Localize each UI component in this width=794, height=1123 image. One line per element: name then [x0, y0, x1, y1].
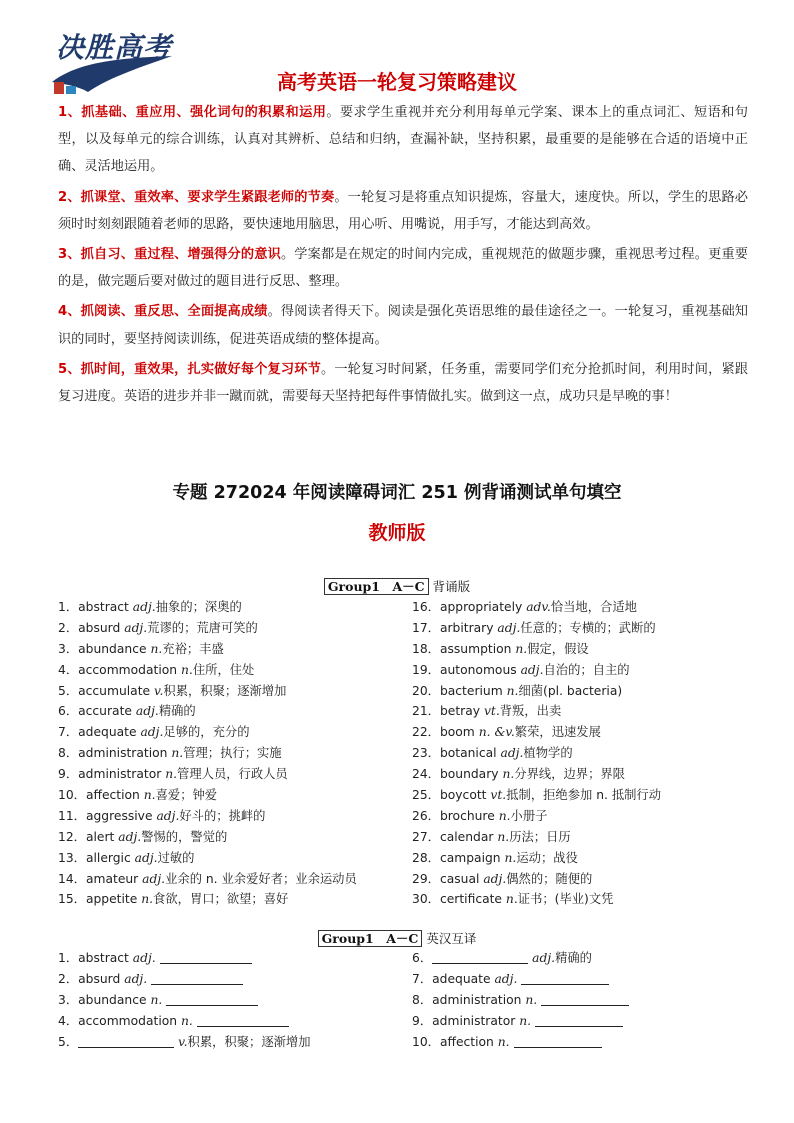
- vocab-meaning: 运动；战役: [516, 850, 578, 865]
- part-of-speech: n.: [498, 808, 511, 823]
- item-number: 4．: [58, 662, 79, 677]
- item-number: 9．: [58, 767, 79, 782]
- group1-translate-header: [0, 929, 794, 947]
- tip-body: 。学案都是在规定的时间内完成，重视规范的做题步骤，重视思考过程。更重要的是，做完题后要对做过的题目进行反思、整理。: [58, 247, 748, 290]
- test-word: accommodation: [78, 1014, 181, 1028]
- translate-list-right: [412, 948, 752, 1053]
- vocab-item: [58, 618, 398, 639]
- vocab-word: arbitrary: [439, 620, 498, 635]
- item-number: 10．: [412, 1035, 440, 1049]
- vocab-item: [412, 827, 752, 848]
- item-number: 30．: [412, 892, 440, 907]
- part-of-speech: adj.: [500, 746, 524, 761]
- vocab-word: betray: [439, 704, 484, 719]
- item-number: 23．: [412, 746, 440, 761]
- vocab-item: [412, 785, 752, 806]
- vocab-meaning: 好斗的；挑衅的: [179, 808, 266, 823]
- vocab-meaning: 偶然的；随便的: [506, 871, 593, 886]
- test-word: abstract: [78, 951, 133, 965]
- item-number: 10．: [58, 788, 86, 803]
- part-of-speech: n. &v.: [478, 725, 515, 740]
- tip-body: 。要求学生重视并充分利用每单元学案、课本上的重点词汇、短语和句型，以及每单元的综合训练，认真对其辨析、总结和归纳，查漏补缺，坚持积累，最重要的是能够在合适的语境中正确、灵活地运用。: [58, 105, 748, 175]
- test-word: affection: [439, 1035, 498, 1049]
- item-number: 15．: [58, 892, 86, 907]
- part-of-speech: adj.: [135, 704, 159, 719]
- part-of-speech: vt.: [483, 704, 500, 719]
- test-item: [58, 948, 398, 969]
- part-of-speech: adj.: [134, 850, 158, 865]
- vocab-meaning: 管理人员，行政人员: [177, 767, 288, 782]
- item-number: 24．: [412, 767, 440, 782]
- test-item: [412, 1032, 752, 1053]
- vocab-word: accurate: [78, 704, 136, 719]
- item-number: 21．: [412, 704, 440, 719]
- item-number: 6．: [412, 951, 433, 965]
- vocab-word: appropriately: [439, 600, 527, 614]
- tip-3: [58, 241, 748, 295]
- part-of-speech: n.: [515, 641, 528, 656]
- item-number: 2．: [58, 620, 79, 635]
- part-of-speech: adj.: [520, 662, 544, 677]
- vocab-item: [412, 618, 752, 639]
- vocab-item: [412, 681, 752, 702]
- group1-recite-header: [0, 577, 794, 595]
- vocab-item: [412, 848, 752, 869]
- answer-blank[interactable]: [432, 949, 528, 964]
- vocab-word: administrator: [78, 767, 166, 782]
- test-item: [58, 1032, 398, 1053]
- item-number: 28．: [412, 850, 440, 865]
- item-number: 18．: [412, 641, 440, 656]
- vocab-meaning: 繁荣，迅速发展: [514, 725, 601, 740]
- vocab-word: adequate: [78, 725, 141, 740]
- vocab-meaning: 假定，假设: [527, 641, 589, 656]
- tip-body: 。得阅读者得天下。阅读是强化英语思维的最佳途径之一。一轮复习，重视基础知识的同时，要坚持阅读训练，促进英语成绩的整体提高。: [58, 304, 748, 347]
- vocab-word: accommodation: [78, 662, 181, 677]
- vocab-word: amateur: [85, 871, 143, 886]
- tip-highlight: 3、抓自习、重过程、增强得分的意识: [58, 247, 281, 263]
- test-item: [412, 1011, 752, 1032]
- vocab-item: [58, 639, 398, 660]
- vocab-word: abstract: [78, 600, 133, 614]
- vocab-word: boom: [439, 725, 479, 740]
- part-of-speech: n.: [502, 767, 515, 782]
- answer-blank[interactable]: [514, 1033, 602, 1048]
- item-number: 1．: [58, 951, 79, 965]
- item-number: 26．: [412, 808, 440, 823]
- test-meaning: 精确的: [555, 951, 592, 965]
- vocab-meaning: 分界线，边界；界限: [514, 767, 625, 782]
- vocab-meaning: 食欲，胃口；欲望；喜好: [153, 892, 289, 907]
- vocab-item: [412, 806, 752, 827]
- item-number: 20．: [412, 683, 440, 698]
- vocab-item: [58, 827, 398, 848]
- vocab-word: bacterium: [439, 683, 507, 698]
- vocab-word: appetite: [85, 892, 142, 907]
- vocab-word: brochure: [439, 808, 499, 823]
- vocab-item: [412, 701, 752, 722]
- vocab-item: [58, 764, 398, 785]
- test-item: [412, 948, 752, 969]
- part-of-speech: vt.: [490, 788, 507, 803]
- vocab-word: calendar: [439, 829, 498, 844]
- vocab-word: alert: [85, 829, 119, 844]
- tip-4: [58, 298, 748, 352]
- part-of-speech: v.: [178, 1035, 188, 1049]
- vocab-item: [412, 660, 752, 681]
- tip-highlight: 1、抓基础、重应用、强化词句的积累和运用: [58, 105, 327, 120]
- answer-blank[interactable]: [78, 1033, 174, 1048]
- test-word: adequate: [432, 972, 495, 986]
- part-of-speech: n.: [171, 746, 184, 761]
- tip-2: [58, 184, 748, 238]
- part-of-speech: n.: [150, 993, 163, 1007]
- part-of-speech: n.: [519, 1014, 532, 1028]
- item-number: 6．: [58, 704, 79, 719]
- part-of-speech: v.: [154, 683, 164, 698]
- vocab-meaning: 历法；日历: [509, 829, 571, 844]
- tip-highlight: 4、抓阅读、重反思、全面提高成绩: [58, 304, 268, 320]
- item-number: 13．: [58, 850, 86, 865]
- part-of-speech: adj.: [132, 600, 156, 614]
- item-number: 12．: [58, 829, 86, 844]
- part-of-speech: adj.: [118, 829, 142, 844]
- part-of-speech: adj.: [140, 725, 164, 740]
- item-number: 16．: [412, 600, 440, 614]
- vocab-meaning: 背叛，出卖: [499, 704, 562, 719]
- vocab-word: casual: [439, 871, 484, 886]
- vocab-word: administration: [78, 746, 172, 761]
- vocab-word: allergic: [85, 850, 135, 865]
- vocab-word: assumption: [439, 641, 516, 656]
- group-label: 背诵版: [432, 579, 471, 594]
- vocab-word: aggressive: [85, 808, 157, 823]
- item-number: 7．: [58, 725, 79, 740]
- vocab-word: botanical: [439, 746, 501, 761]
- vocab-item: [58, 785, 398, 806]
- vocab-item: [58, 660, 398, 681]
- vocab-word: accumulate: [78, 683, 154, 698]
- vocab-meaning: 警惕的，警觉的: [141, 829, 228, 844]
- answer-blank[interactable]: [535, 1012, 623, 1027]
- vocab-meaning: 细菌(pl. bacteria): [518, 683, 623, 698]
- vocab-word: campaign: [439, 850, 505, 865]
- vocab-meaning: 抽象的；深奥的: [155, 600, 242, 614]
- vocab-meaning: 过敏的: [157, 850, 195, 865]
- vocab-meaning: 住所，住处: [192, 662, 255, 677]
- test-word: absurd: [78, 972, 125, 986]
- vocab-item: [412, 722, 752, 743]
- part-of-speech: adj.: [124, 972, 148, 986]
- part-of-speech: adj.: [142, 871, 166, 886]
- answer-blank[interactable]: [151, 970, 243, 985]
- vocab-meaning: 喜爱；钟爱: [155, 788, 218, 803]
- vocab-item: [412, 597, 752, 618]
- vocab-meaning: 抵制，拒绝参加 n. 抵制行动: [506, 788, 662, 803]
- vocab-item: [412, 889, 752, 910]
- vocab-item: [58, 597, 398, 618]
- part-of-speech: n.: [141, 892, 154, 907]
- vocab-meaning: 管理；执行；实施: [183, 746, 282, 761]
- part-of-speech: n.: [181, 1014, 193, 1028]
- tip-1: [58, 99, 748, 181]
- vocab-item: [412, 869, 752, 890]
- group-tag: Group1 A－C: [324, 578, 429, 595]
- vocab-meaning: 自治的；自主的: [543, 662, 630, 677]
- item-number: 11．: [58, 808, 86, 823]
- test-item: [412, 969, 752, 990]
- item-number: 8．: [58, 746, 79, 761]
- part-of-speech: n.: [497, 1035, 510, 1049]
- vocab-word: boycott: [439, 788, 491, 803]
- recite-list-right: [412, 597, 752, 910]
- item-number: 5．: [58, 1035, 79, 1049]
- vocab-meaning: 恰当地，合适地: [550, 600, 637, 614]
- part-of-speech: n.: [143, 788, 156, 803]
- part-of-speech: adj.: [483, 871, 507, 886]
- vocab-item: [58, 848, 398, 869]
- test-word: abundance: [78, 993, 151, 1007]
- vocab-word: autonomous: [439, 662, 521, 677]
- item-number: 1．: [58, 600, 79, 614]
- vocab-meaning: 荒谬的；荒唐可笑的: [147, 620, 258, 635]
- item-number: 27．: [412, 829, 440, 844]
- item-number: 3．: [58, 993, 79, 1007]
- vocab-meaning: 证书；(毕业)文凭: [517, 892, 614, 907]
- part-of-speech: adj.: [132, 951, 156, 965]
- answer-blank[interactable]: [160, 949, 252, 964]
- item-number: 19．: [412, 662, 440, 677]
- test-word: administrator: [432, 1014, 520, 1028]
- answer-blank[interactable]: [166, 991, 258, 1006]
- vocab-item: [58, 806, 398, 827]
- test-item: [58, 969, 398, 990]
- tip-highlight: 2、抓课堂、重效率、要求学生紧跟老师的节奏: [58, 189, 335, 205]
- item-number: 2．: [58, 972, 79, 986]
- page-title: 高考英语一轮复习策略建议: [277, 70, 517, 94]
- item-number: 29．: [412, 871, 440, 886]
- test-word: administration: [432, 993, 526, 1007]
- vocab-item: [58, 743, 398, 764]
- item-number: 17．: [412, 620, 440, 635]
- group-tag: Group1 A－C: [318, 930, 423, 947]
- vocab-meaning: 积累，积聚；逐渐增加: [163, 683, 287, 698]
- part-of-speech: adj.: [156, 808, 180, 823]
- vocab-meaning: 充裕；丰盛: [162, 641, 224, 656]
- part-of-speech: adj.: [494, 972, 518, 986]
- tip-body: 。一轮复习时间紧，任务重，需要同学们充分抢抓时间，利用时间，紧跟复习进度。英语的进步并非一蹴而就，需要每天坚持把每件事情做扎实。做到这一点，成功只是早晚的事！: [58, 361, 748, 405]
- item-number: 9．: [412, 1014, 433, 1028]
- tip-highlight: 5、抓时间，重效果，扎实做好每个复习环节: [58, 361, 321, 377]
- answer-blank[interactable]: [521, 970, 609, 985]
- group-label: 英汉互译: [426, 931, 477, 946]
- tip-body: 。一轮复习是将重点知识提炼，容量大，速度快。所以，学生的思路必须时时刻刻跟随着老师的思路，要快速地用脑思，用心听、用嘴说，用手写，才能达到高效。: [58, 189, 748, 232]
- vocab-meaning: 任意的；专横的；武断的: [520, 620, 656, 635]
- vocab-meaning: 业余的 n. 业余爱好者；业余运动员: [165, 871, 357, 886]
- test-item: [412, 990, 752, 1011]
- part-of-speech: n.: [150, 641, 163, 656]
- part-of-speech: n.: [525, 993, 538, 1007]
- vocab-meaning: 小册子: [510, 808, 548, 823]
- test-item: [58, 990, 398, 1011]
- vocab-word: certificate: [439, 892, 506, 907]
- vocab-item: [58, 701, 398, 722]
- part-of-speech: n.: [181, 662, 193, 677]
- subject-title: 专题 272024 年阅读障碍词汇 251 例背诵测试单句填空: [172, 483, 622, 503]
- vocab-meaning: 足够的，充分的: [163, 725, 250, 740]
- part-of-speech: adj.: [124, 620, 148, 635]
- test-item: [58, 1011, 398, 1032]
- part-of-speech: n.: [506, 683, 519, 698]
- recite-list-left: [58, 597, 398, 910]
- test-meaning: 积累，积聚；逐渐增加: [187, 1035, 311, 1049]
- item-number: 25．: [412, 788, 440, 803]
- part-of-speech: adv.: [526, 600, 551, 614]
- vocab-word: abundance: [78, 641, 151, 656]
- part-of-speech: n.: [505, 892, 518, 907]
- vocab-item: [412, 764, 752, 785]
- item-number: 14．: [58, 871, 86, 886]
- vocab-meaning: 精确的: [158, 704, 196, 719]
- vocab-item: [412, 639, 752, 660]
- vocab-meaning: 植物学的: [523, 746, 573, 761]
- item-number: 22．: [412, 725, 440, 740]
- item-number: 7．: [412, 972, 433, 986]
- item-number: 4．: [58, 1014, 79, 1028]
- item-number: 5．: [58, 683, 79, 698]
- vocab-item: [412, 743, 752, 764]
- part-of-speech: adj.: [497, 620, 521, 635]
- part-of-speech: n.: [165, 767, 178, 782]
- vocab-item: [58, 869, 398, 890]
- vocab-word: affection: [85, 788, 144, 803]
- vocab-word: boundary: [439, 767, 503, 782]
- part-of-speech: adj.: [532, 951, 556, 965]
- vocab-item: [58, 681, 398, 702]
- vocab-item: [58, 722, 398, 743]
- answer-blank[interactable]: [197, 1012, 289, 1027]
- logo-text: 决胜高考: [56, 31, 173, 64]
- strategy-tips: [58, 99, 748, 413]
- vocab-item: [58, 889, 398, 910]
- translate-list-left: [58, 948, 398, 1053]
- item-number: 3．: [58, 641, 79, 656]
- part-of-speech: n.: [504, 850, 517, 865]
- part-of-speech: n.: [497, 829, 510, 844]
- edition-title: 教师版: [368, 522, 426, 544]
- answer-blank[interactable]: [541, 991, 629, 1006]
- item-number: 8．: [412, 993, 433, 1007]
- tip-5: [58, 356, 748, 410]
- vocab-word: absurd: [78, 620, 125, 635]
